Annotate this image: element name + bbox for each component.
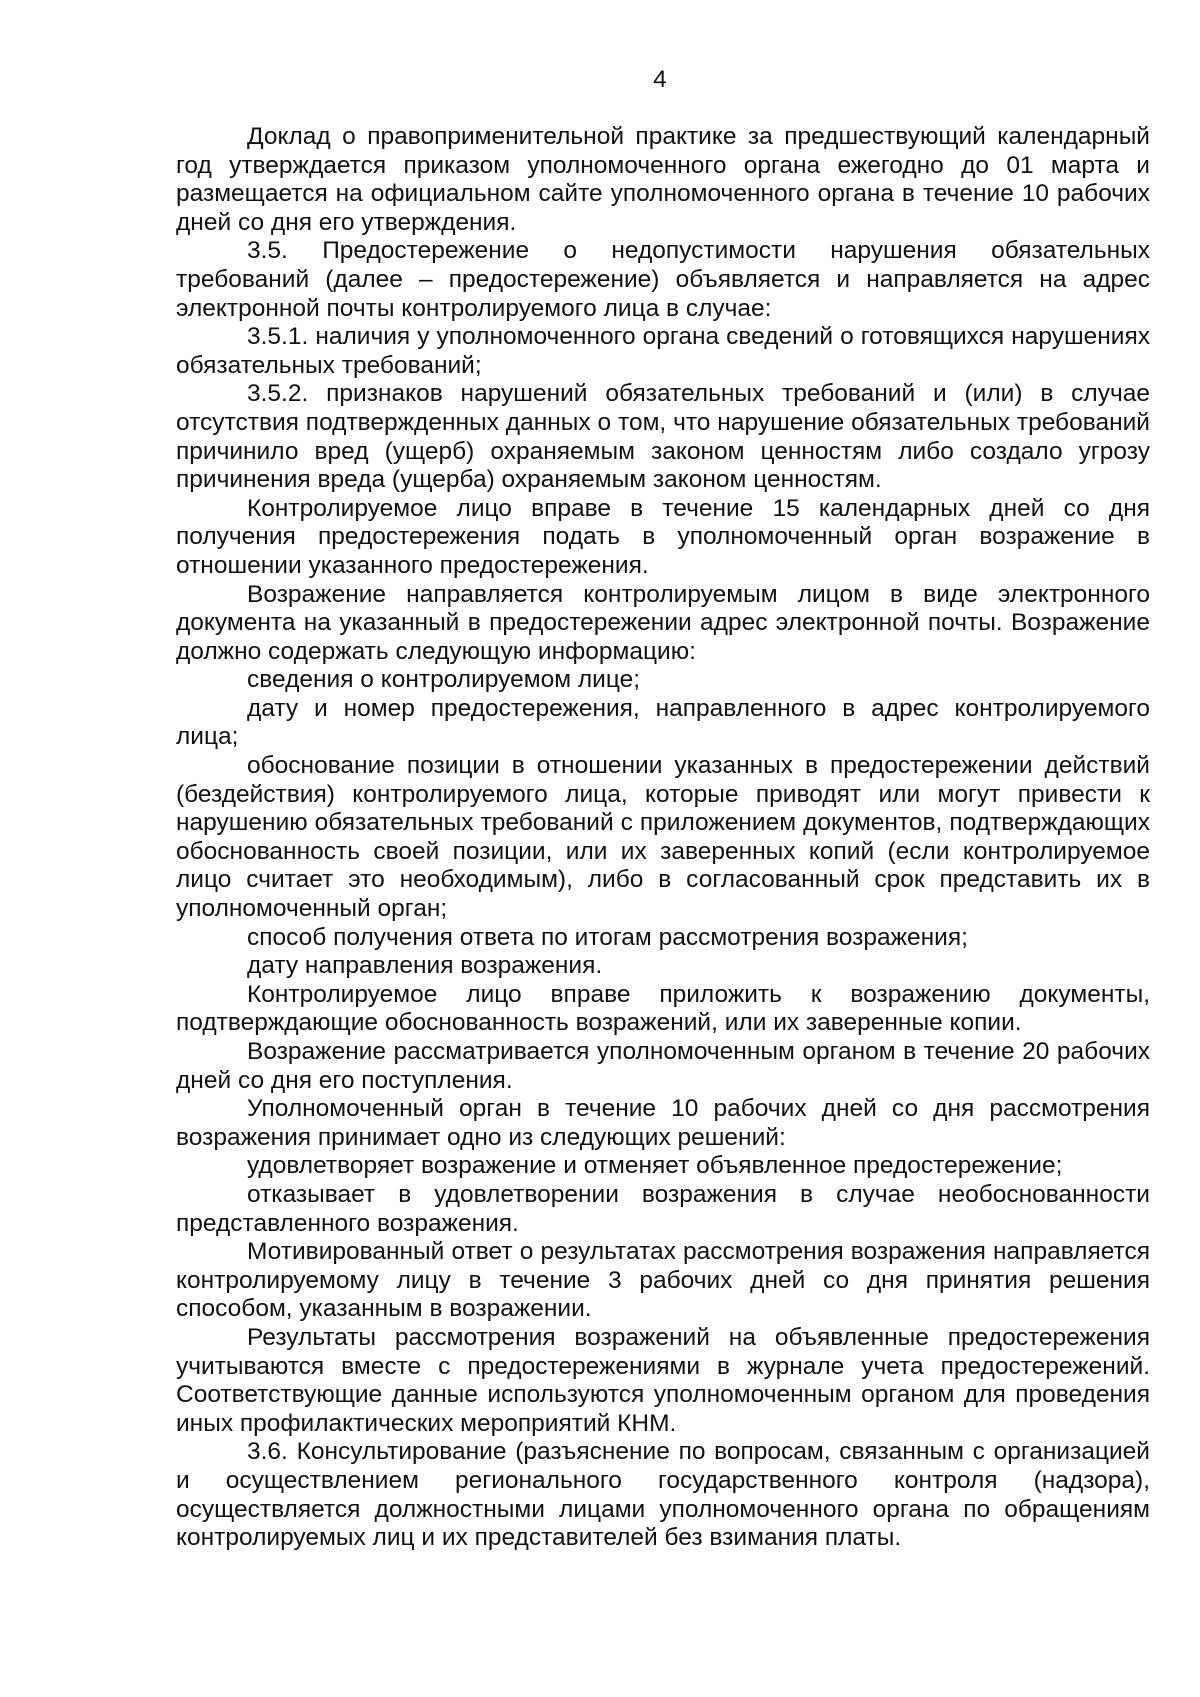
list-item-satisfy: удовлетворяет возражение и отменяет объявленное предостережение; (247, 1152, 1063, 1180)
list-item-objection-date: дату направления возражения. (247, 952, 603, 980)
paragraph-3-6-consulting: 3.6. Консультирование (разъяснение по вопросам, связанным с организацией и осуществлением регионального государственного контроля (надзора), осуществляется должностными лицами уполномоченного органа по обращениям контролируемых лиц и их представителей без взимания платы. (176, 1438, 1150, 1552)
list-item-justification: обоснование позиции в отношении указанных в предостережении действий (бездействия) контролируемого лица, которые приводят или могут привести к нарушению обязательных требований с приложением документов, подтверждающих обоснованность своей позиции, или их заверенных копий (если контролируемое лицо считает это необходимым), либо в согласованный срок представить их в уполномоченный орган; (176, 752, 1150, 923)
paragraph-3-5-2: 3.5.2. признаков нарушений обязательных требований и (или) в случае отсутствия подтвержденных данных о том, что нарушение обязательных требований причинило вред (ущерб) охраняемым законом ценностям либо создало угрозу причинения вреда (ущерба) охраняемым законом ценностям. (176, 380, 1150, 494)
paragraph-objection-right: Контролируемое лицо вправе в течение 15 календарных дней со дня получения предостережения подать в уполномоченный орган возражение в отношении указанного предостережения. (176, 494, 1150, 579)
paragraph-3-5-1: 3.5.1. наличия у уполномоченного органа сведений о готовящихся нарушениях обязательных требований; (176, 323, 1150, 379)
document-body (176, 123, 1150, 1553)
paragraph-results-journal: Результаты рассмотрения возражений на объявленные предостережения учитываются вместе с предостережениями в журнале учета предостережений. Соответствующие данные используются уполномоченным органом для проведения иных профилактических мероприятий КНМ. (176, 1323, 1150, 1437)
list-item-response-method: способ получения ответа по итогам рассмотрения возражения; (247, 923, 968, 951)
paragraph-report-approval: Доклад о правоприменительной практике за предшествующий календарный год утверждается приказом уполномоченного органа ежегодно до 01 марта и размещается на официальном сайте уполномоченного органа в течение 10 рабочих дней со дня его утверждения. (176, 123, 1150, 236)
paragraph-review-period: Возражение рассматривается уполномоченным органом в течение 20 рабочих дней со дня его поступления. (176, 1038, 1150, 1094)
list-item-warning-date-number: дату и номер предостережения, направленного в адрес контролируемого лица; (176, 694, 1150, 751)
list-item-person-info: сведения о контролируемом лице; (247, 666, 641, 694)
paragraph-objection-format: Возражение направляется контролируемым лицом в виде электронного документа на указанный в предостережении адрес электронной почты. Возражение должно содержать следующую информацию: (176, 580, 1150, 665)
paragraph-motivated-answer: Мотивированный ответ о результатах рассмотрения возражения направляется контролируемому лицу в течение 3 рабочих дней со дня принятия решения способом, указанным в возражении. (176, 1238, 1150, 1323)
page-number: 4 (653, 66, 667, 93)
list-item-refuse: отказывает в удовлетворении возражения в случае необоснованности представленного возражения. (176, 1180, 1150, 1237)
paragraph-3-5-warning: 3.5. Предостережение о недопустимости нарушения обязательных требований (далее – предостережение) объявляется и направляется на адрес электронной почты контролируемого лица в случае: (176, 237, 1150, 322)
paragraph-decision: Уполномоченный орган в течение 10 рабочих дней со дня рассмотрения возражения принимает одно из следующих решений: (176, 1095, 1150, 1151)
paragraph-attach-documents: Контролируемое лицо вправе приложить к возражению документы, подтверждающие обоснованность возражений, или их заверенные копии. (176, 980, 1150, 1037)
